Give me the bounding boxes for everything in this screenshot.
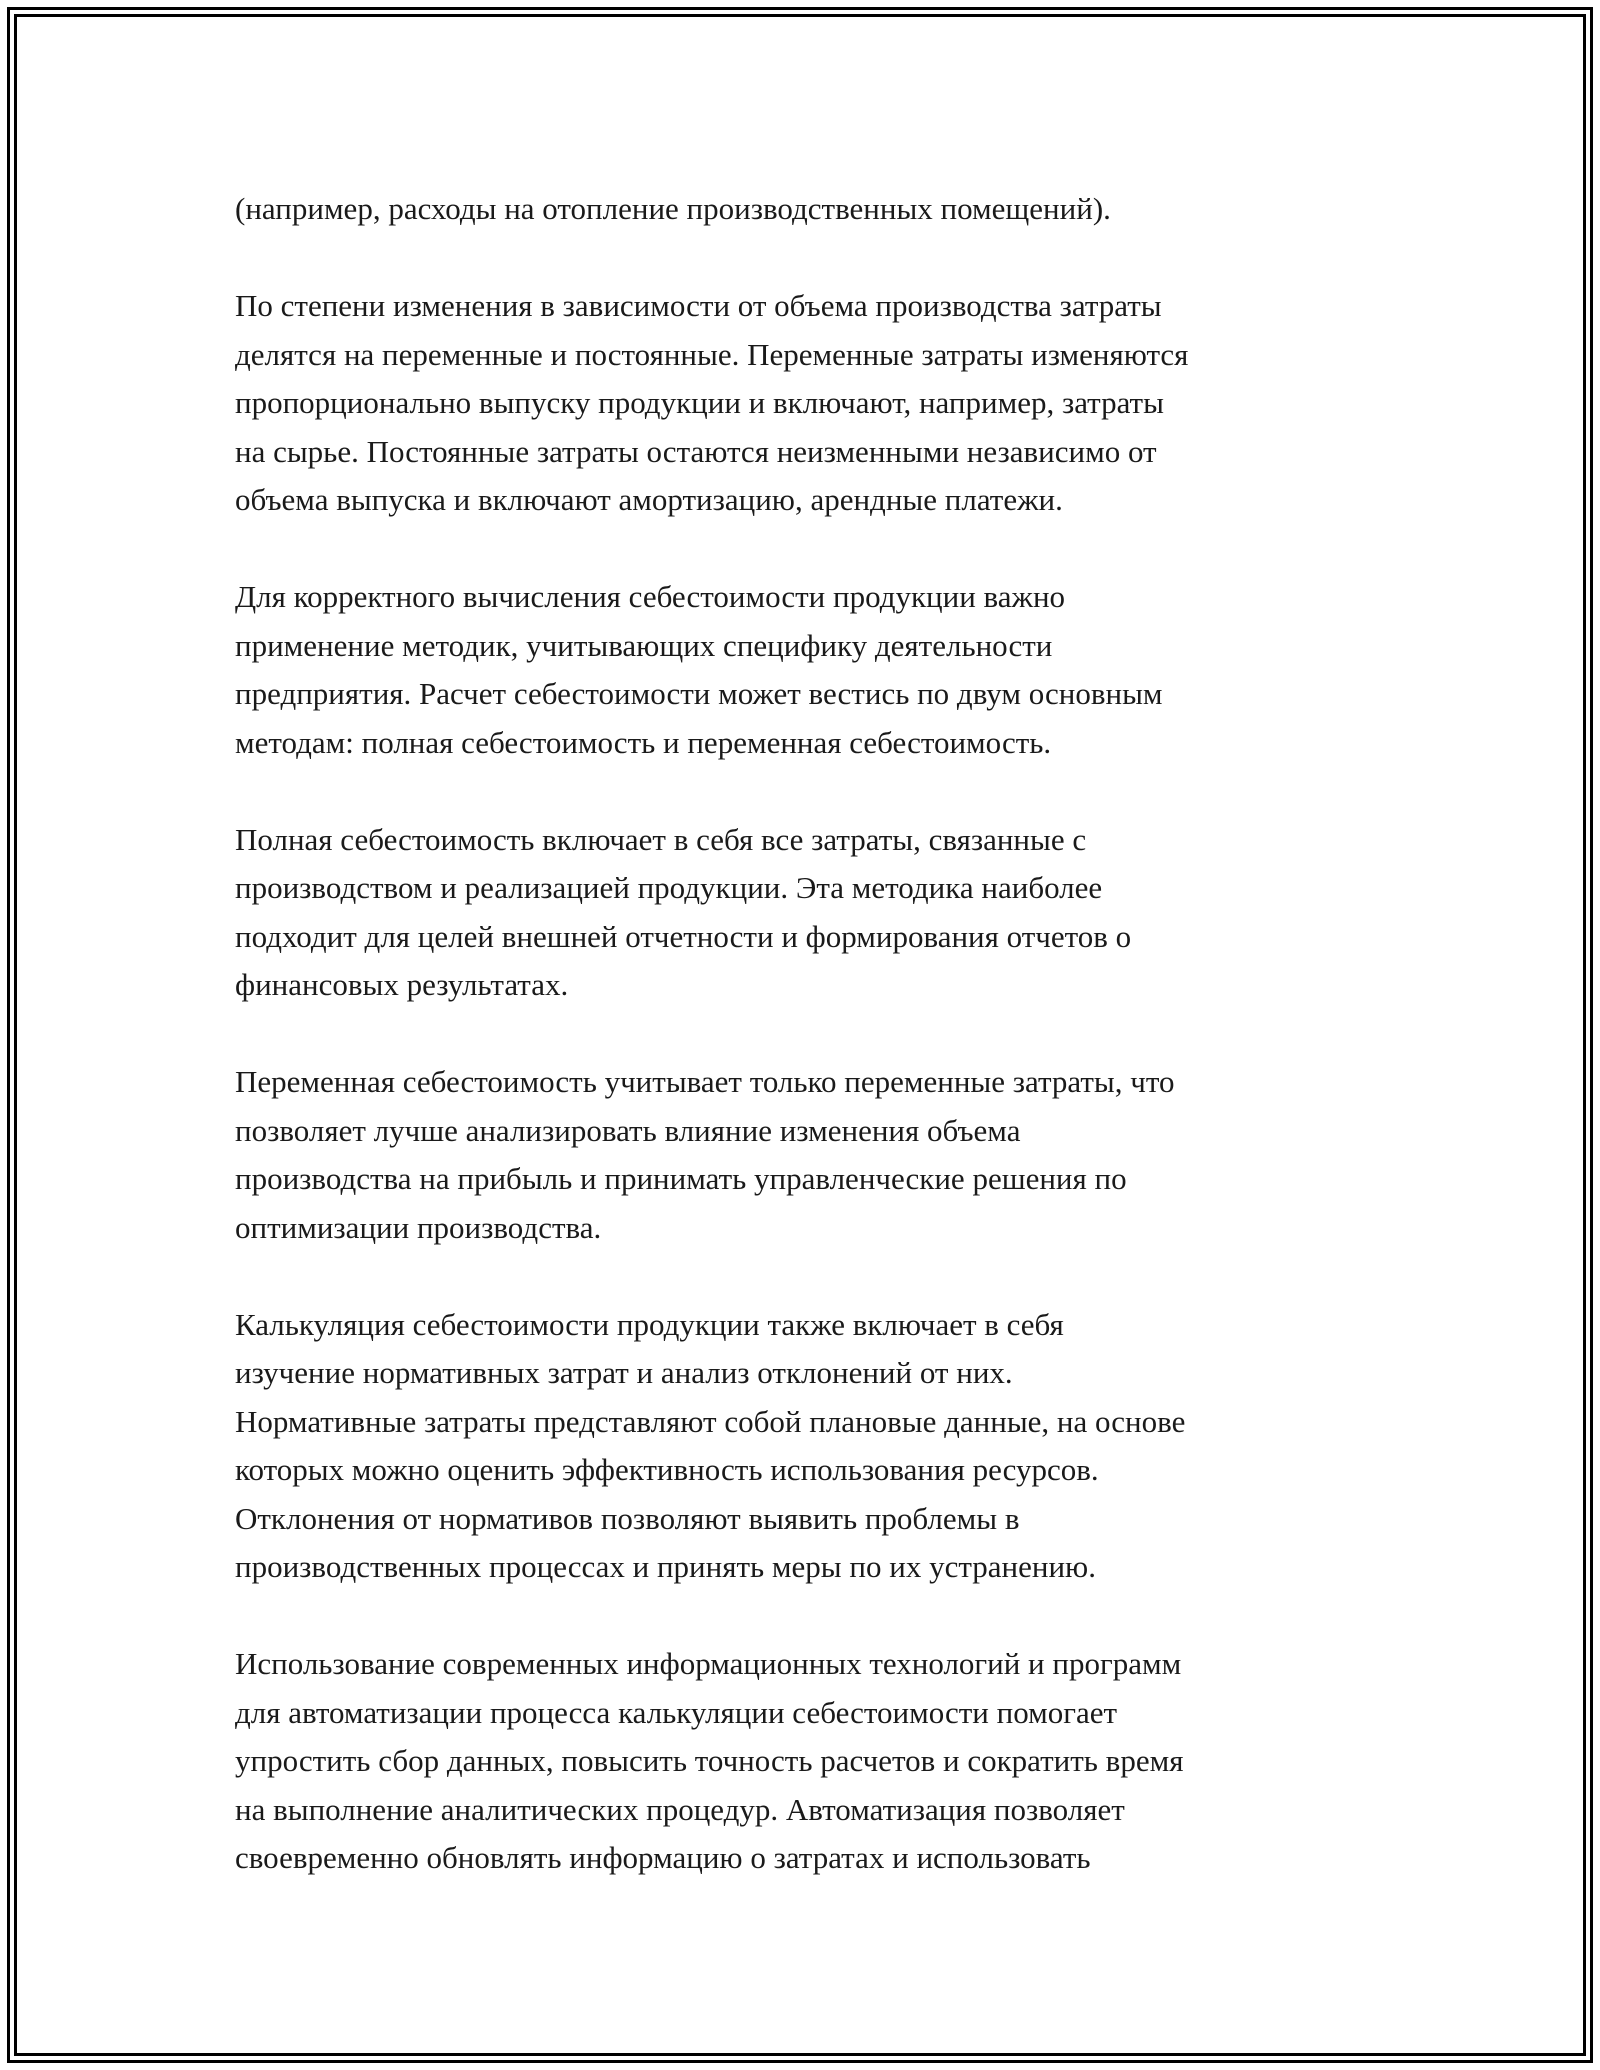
paragraph (235, 1301, 1415, 1592)
text-line: оптимизации производства. (235, 1209, 602, 1245)
text-line: Для корректного вычисления себестоимости продукции важно (235, 579, 1066, 614)
text-line: применение методик, учитывающих специфику деятельности (235, 627, 1053, 663)
text-line: объема выпуска и включают амортизацию, арендные платежи. (235, 482, 1063, 517)
text-line: финансовых результатах. (235, 967, 569, 1002)
text-line: упростить сбор данных, повысить точность расчетов и сократить время (235, 1743, 1184, 1778)
text-line: Отклонения от нормативов позволяют выявить проблемы в (235, 1500, 1020, 1536)
text-line: Нормативные затраты представляют собой плановые данные, на основе (235, 1403, 1186, 1439)
text-line: для автоматизации процесса калькуляции себестоимости помогает (235, 1694, 1118, 1730)
text-line: изучение нормативных затрат и анализ отклонений от них. (235, 1355, 1013, 1390)
paragraph (235, 1058, 1415, 1252)
text-line: делятся на переменные и постоянные. Переменные затраты изменяются (235, 336, 1189, 372)
text-line: на сырье. Постоянные затраты остаются неизменными независимо от (235, 433, 1157, 469)
text-line: методам: полная себестоимость и переменная себестоимость. (235, 724, 1052, 760)
paragraph (235, 816, 1415, 1010)
text-line: По степени изменения в зависимости от объема производства затраты (235, 288, 1162, 323)
text-line: Полная себестоимость включает в себя все затраты, связанные с (235, 821, 1087, 857)
text-line: предприятия. Расчет себестоимости может вестись по двум основным (235, 676, 1163, 711)
text-line: которых можно оценить эффективность использования ресурсов. (235, 1452, 1099, 1487)
text-line: пропорционально выпуску продукции и включают, например, затраты (235, 385, 1164, 420)
text-line: на выполнение аналитических процедур. Автоматизация позволяет (235, 1791, 1125, 1827)
text-line: (например, расходы на отопление производственных помещений). (235, 191, 1111, 226)
text-line: производства на прибыль и принимать управленческие решения по (235, 1161, 1127, 1196)
paragraph (235, 185, 1415, 234)
text-line: подходит для целей внешней отчетности и формирования отчетов о (235, 918, 1132, 954)
text-line: своевременно обновлять информацию о затратах и использовать (235, 1840, 1091, 1875)
text-line: Калькуляция себестоимости продукции также включает в себя (235, 1306, 1064, 1342)
paragraph (235, 573, 1415, 767)
text-line: Использование современных информационных технологий и программ (235, 1646, 1182, 1681)
text-line: производством и реализацией продукции. Эта методика наиболее (235, 870, 1103, 905)
paragraph (235, 282, 1415, 525)
text-line: позволяет лучше анализировать влияние изменения объема (235, 1112, 1021, 1148)
text-line: производственных процессах и принять меры по их устранению. (235, 1549, 1096, 1584)
paragraph (235, 1640, 1415, 1883)
document-body (235, 185, 1415, 1931)
text-line: Переменная себестоимость учитывает только переменные затраты, что (235, 1064, 1175, 1099)
